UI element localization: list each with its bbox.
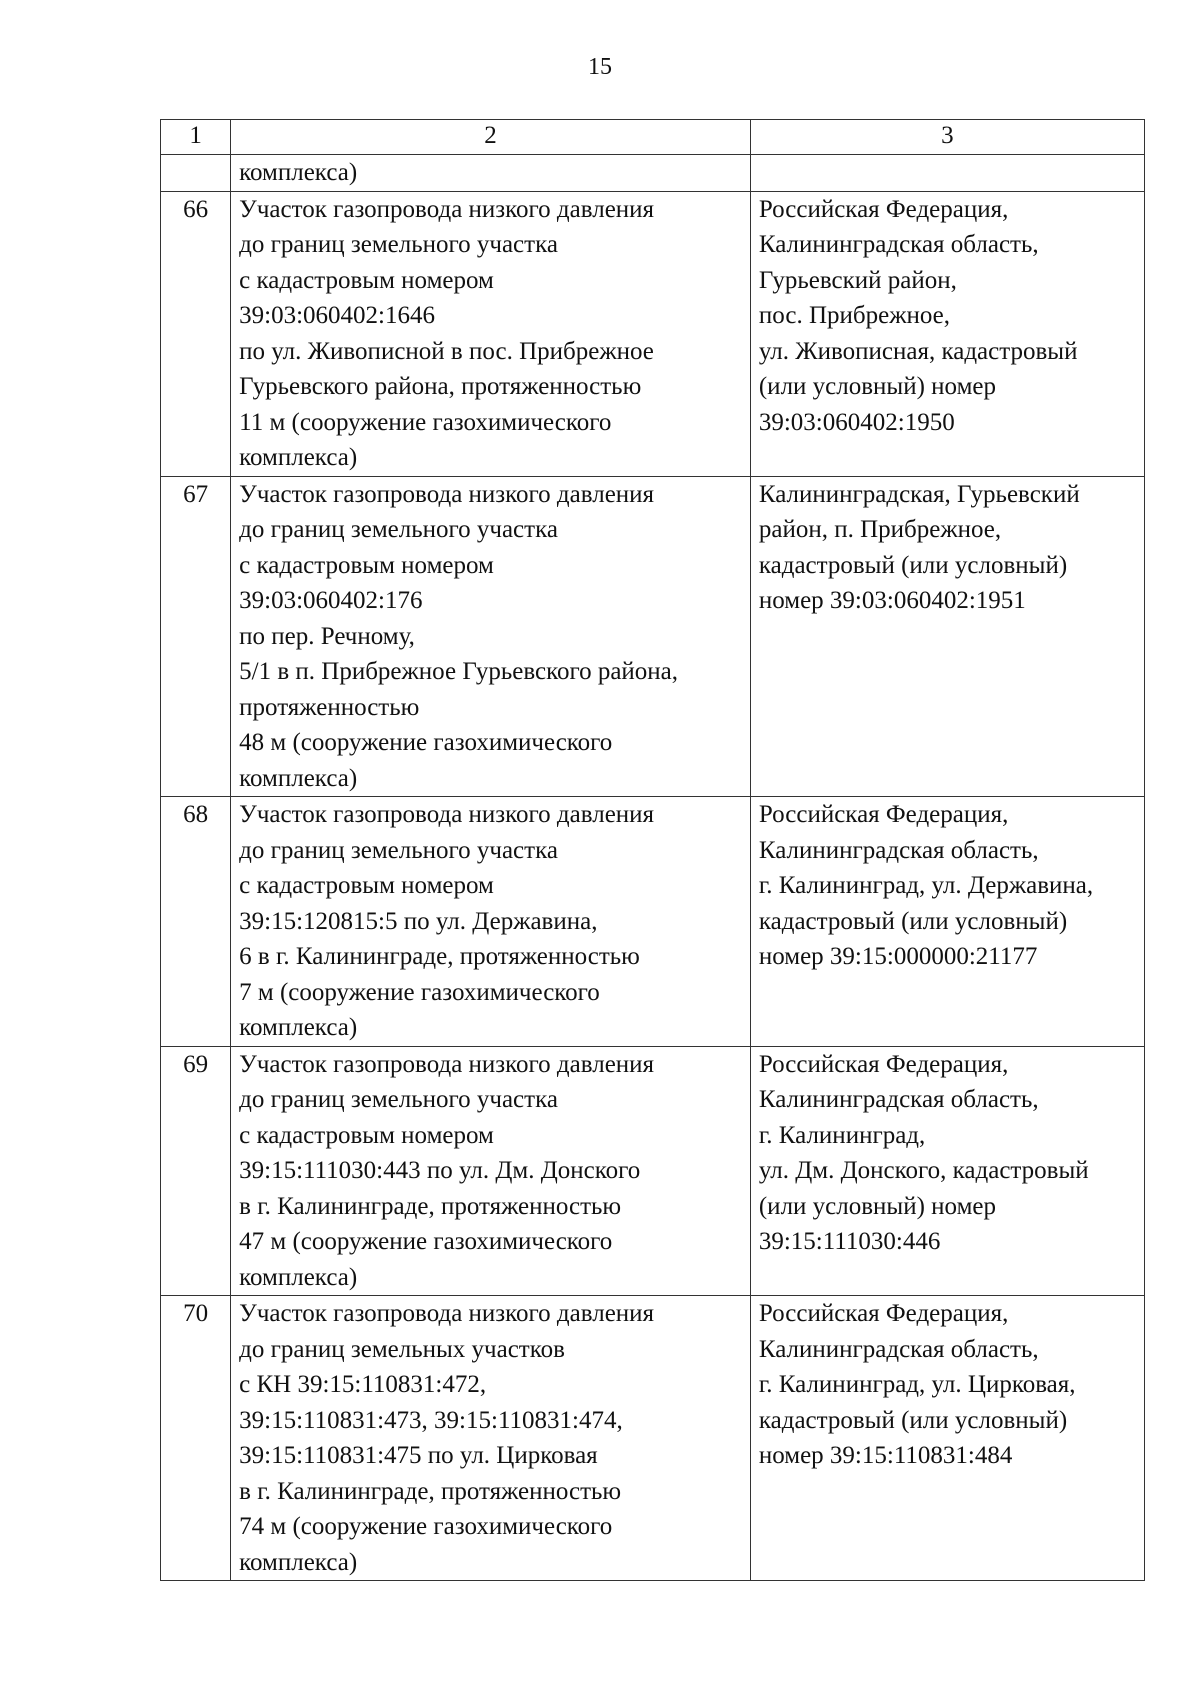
address-line: Российская Федерация, [758, 801, 1009, 828]
table-row [161, 155, 1145, 192]
description-line: комплекса) [239, 1263, 358, 1291]
location-address-cell [750, 155, 1144, 192]
address-line: г. Калининград, ул. Державина, [758, 872, 1094, 899]
description-line: 39:03:060402:176 [239, 587, 423, 614]
address-line: г. Калининград, ул. Цирковая, [758, 1371, 1076, 1398]
document-table [160, 119, 1145, 1581]
description-line: в г. Калининграде, протяженностью [239, 1477, 622, 1505]
address-line: г. Калининград, [758, 1121, 926, 1149]
description-line: по пер. Речному, [239, 622, 415, 650]
description-line: 7 м (сооружение газохимического [239, 978, 600, 1006]
address-line: Калининградская область, [758, 836, 1039, 864]
address-line: кадастровый (или условный) [758, 1406, 1068, 1434]
address-line: 39:15:111030:446 [758, 1228, 941, 1255]
description-line: Гурьевского района, протяженностью [239, 373, 642, 400]
address-line: ул. Живописная, кадастровый [758, 337, 1078, 365]
address-line: номер 39:15:000000:21177 [758, 943, 1038, 970]
address-line: ул. Дм. Донского, кадастровый [758, 1157, 1089, 1184]
address-line: район, п. Прибрежное, [758, 516, 1002, 543]
description-line: 6 в г. Калининграде, протяженностью [239, 943, 640, 970]
description-line: комплекса) [239, 764, 358, 792]
description-line: протяженностью [239, 693, 420, 721]
address-line: (или условный) номер [758, 373, 996, 400]
table-header-row [161, 120, 1145, 155]
row-number [161, 155, 231, 192]
header-col-3: 3 [750, 120, 1144, 155]
location-address-cell [750, 1296, 1144, 1581]
description-line: 39:15:111030:443 по ул. Дм. Донского [239, 1157, 641, 1184]
description-line: Участок газопровода низкого давления [239, 1050, 655, 1078]
description-line: 39:03:060402:1646 [239, 302, 435, 329]
object-description-cell [231, 191, 751, 476]
address-line: Гурьевский район, [758, 266, 957, 294]
address-line: 39:03:060402:1950 [758, 408, 955, 436]
row-number: 68 [161, 797, 231, 1047]
address-line: Российская Федерация, [758, 1050, 1009, 1078]
table-row [161, 476, 1145, 797]
address-line: кадастровый (или условный) [758, 551, 1068, 579]
address-line: пос. Прибрежное, [758, 302, 951, 329]
description-line: 5/1 в п. Прибрежное Гурьевского района, [239, 658, 679, 685]
object-description-cell [231, 1046, 751, 1296]
object-description-cell [231, 1296, 751, 1581]
description-line: 74 м (сооружение газохимического [239, 1513, 613, 1540]
description-line: в г. Калининграде, протяженностью [239, 1192, 622, 1220]
header-col-2: 2 [231, 120, 751, 155]
description-line: до границ земельного участка [239, 516, 558, 543]
description-line: комплекса) [239, 444, 358, 471]
description-line: 39:15:120815:5 по ул. Державина, [239, 907, 598, 935]
description-line: до границ земельного участка [239, 1086, 558, 1113]
description-line: с кадастровым номером [239, 551, 494, 579]
description-line: Участок газопровода низкого давления [239, 195, 655, 223]
description-line: 11 м (сооружение газохимического [239, 408, 612, 436]
table-row [161, 191, 1145, 476]
description-line: комплекса) [239, 1014, 358, 1041]
description-line: по ул. Живописной в пос. Прибрежное [239, 337, 654, 365]
address-line: Калининградская область, [758, 231, 1039, 258]
description-line: Участок газопровода низкого давления [239, 480, 655, 508]
object-description-cell [231, 155, 751, 192]
row-number: 66 [161, 191, 231, 476]
table-row [161, 1046, 1145, 1296]
description-line: с КН 39:15:110831:472, [239, 1371, 487, 1398]
object-description-cell [231, 476, 751, 797]
page-number: 15 [588, 54, 612, 80]
address-line: кадастровый (или условный) [758, 907, 1068, 935]
address-line: Калининградская область, [758, 1335, 1039, 1363]
address-line: Российская Федерация, [758, 1300, 1009, 1327]
description-line: с кадастровым номером [239, 266, 494, 294]
address-line: Российская Федерация, [758, 195, 1009, 223]
address-line: номер 39:03:060402:1951 [758, 587, 1026, 614]
description-line: 39:15:110831:473, 39:15:110831:474, [239, 1406, 623, 1434]
row-number: 67 [161, 476, 231, 797]
description-line: 39:15:110831:475 по ул. Цирковая [239, 1442, 598, 1469]
row-number: 69 [161, 1046, 231, 1296]
description-line: до границ земельного участка [239, 231, 558, 258]
description-line: Участок газопровода низкого давления [239, 801, 655, 828]
object-description-cell [231, 797, 751, 1047]
location-address-cell [750, 476, 1144, 797]
row-number: 70 [161, 1296, 231, 1581]
description-line: комплекса) [239, 159, 358, 186]
header-col-1: 1 [161, 120, 231, 155]
description-line: Участок газопровода низкого давления [239, 1300, 655, 1327]
description-line: 47 м (сооружение газохимического [239, 1228, 613, 1255]
table-row [161, 797, 1145, 1047]
location-address-cell [750, 797, 1144, 1047]
location-address-cell [750, 1046, 1144, 1296]
address-line: Калининградская, Гурьевский [758, 480, 1080, 508]
description-line: до границ земельных участков [239, 1335, 565, 1363]
location-address-cell [750, 191, 1144, 476]
address-line: (или условный) номер [758, 1192, 996, 1220]
description-line: с кадастровым номером [239, 1121, 494, 1149]
address-line: Калининградская область, [758, 1086, 1039, 1113]
description-line: с кадастровым номером [239, 872, 494, 899]
description-line: до границ земельного участка [239, 836, 558, 864]
address-line: номер 39:15:110831:484 [758, 1442, 1013, 1469]
description-line: 48 м (сооружение газохимического [239, 729, 613, 756]
description-line: комплекса) [239, 1548, 358, 1576]
table-row [161, 1296, 1145, 1581]
